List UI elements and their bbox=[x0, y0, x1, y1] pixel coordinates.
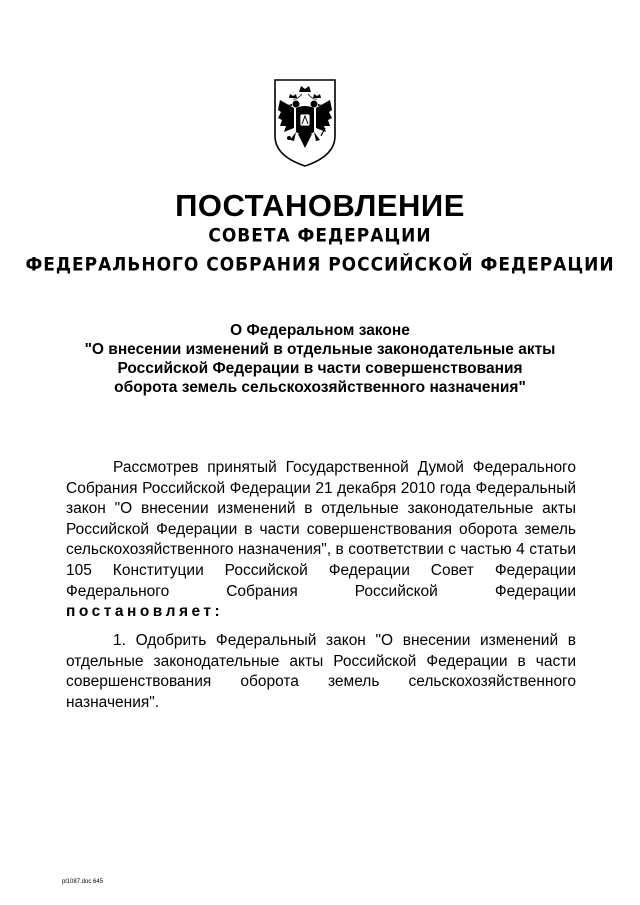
preamble-text: Рассмотрев принятый Государственной Думой Федерального Собрания Российской Федерации 21 декабря 2010 года Федеральный закон "О внесении изменений в отдельные законодательные акты Российской Федерации в части совершенствования оборота земель сельскохозяйственного назначения", в соответствии с частью 4 статьи 105 Конституции Российской Федерации Совет Федерации Федерального Собрания Российской Федерации bbox=[66, 459, 576, 600]
law-heading bbox=[40, 321, 600, 397]
law-heading-line: "О внесении изменений в отдельные законодательные акты bbox=[84, 341, 556, 358]
document-title: ПОСТАНОВЛЕНИЕ bbox=[175, 188, 465, 223]
resolves-word: постановляет: bbox=[66, 603, 224, 621]
issuer-line-2: ФЕДЕРАЛЬНОГО СОБРАНИЯ РОССИЙСКОЙ ФЕДЕРАЦИИ bbox=[25, 253, 615, 277]
file-reference: pl1087.doc 645 bbox=[62, 879, 104, 885]
paragraph-clause-1: 1. Одобрить Федеральный закон "О внесении изменений в отдельные законодательные акты Российской Федерации в части совершенствования оборота земель сельскохозяйственного назначения". bbox=[66, 632, 576, 711]
paragraph-preamble bbox=[66, 458, 576, 623]
law-heading-line: Российской Федерации в части совершенствования bbox=[117, 360, 523, 377]
law-heading-line: О Федеральном законе bbox=[230, 322, 410, 339]
issuer-line-1: СОВЕТА ФЕДЕРАЦИИ bbox=[208, 224, 432, 248]
coat-of-arms-icon bbox=[272, 78, 338, 168]
law-heading-line: оборота земель сельскохозяйственного назначения" bbox=[114, 379, 526, 396]
